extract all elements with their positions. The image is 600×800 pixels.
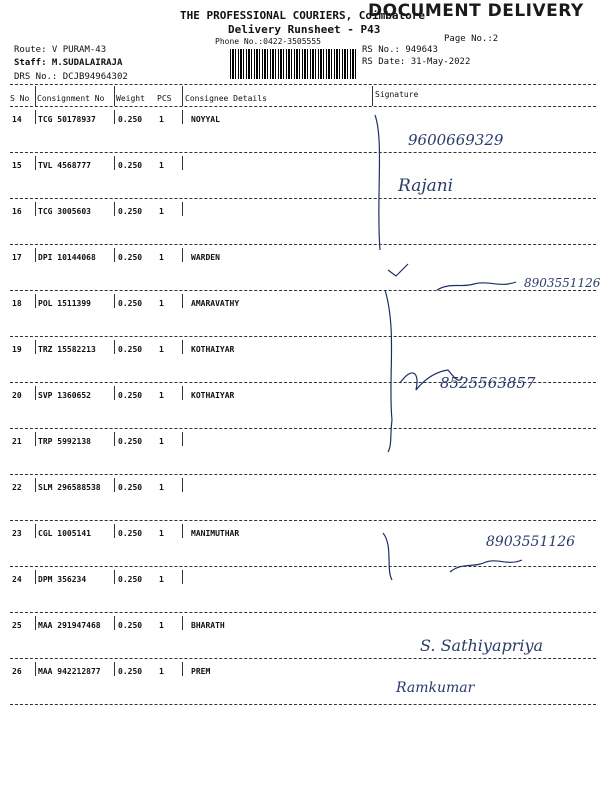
check-sign (388, 264, 408, 276)
row-consignment-no: TVL 4568777 (38, 161, 91, 170)
row-weight: 0.250 (118, 345, 143, 354)
row-consignment-no: MAA 291947468 (38, 621, 101, 630)
row-consignment-no: TRP 5992138 (38, 437, 91, 446)
row-weight: 0.250 (118, 299, 143, 308)
row-consignee: KOTHAIYAR (191, 391, 235, 400)
row-sno: 16 (12, 207, 22, 216)
row-pcs: 1 (159, 575, 164, 584)
row-consignment-no: DPM 356234 (38, 575, 87, 584)
row-weight: 0.250 (118, 667, 143, 676)
row-sno: 25 (12, 621, 22, 630)
col-header-sno: S No (10, 94, 30, 103)
row-consignment-no: SLM 296588538 (38, 483, 101, 492)
company-title: THE PROFESSIONAL COURIERS, Coimbatore (180, 9, 426, 22)
row-weight: 0.250 (118, 207, 143, 216)
col-header-signature: Signature (375, 90, 419, 99)
row-pcs: 1 (159, 161, 164, 170)
row-pcs: 1 (159, 437, 164, 446)
rs-number: RS No.: 949643 (362, 45, 438, 55)
row-weight: 0.250 (118, 621, 143, 630)
row-sno: 20 (12, 391, 22, 400)
tamil-sign-1 (437, 282, 516, 290)
rs-date: RS Date: 31-May-2022 (362, 57, 471, 67)
handwritten-phone-2: 8903551126 (524, 276, 600, 290)
row-weight: 0.250 (118, 161, 143, 170)
col-header-consignee: Consignee Details (185, 94, 267, 103)
row-pcs: 1 (159, 483, 164, 492)
row-consignee: WARDEN (191, 253, 220, 262)
row-weight: 0.250 (118, 483, 143, 492)
row-consignee: NOYYAL (191, 115, 220, 124)
row-sno: 23 (12, 529, 22, 538)
handwritten-phone-4: 8903551126 (486, 534, 576, 550)
col-header-pcs: PCS (157, 94, 172, 103)
drs-number: DRS No.: DCJB94964302 (14, 72, 128, 82)
handwritten-name-2: S. Sathiyapriya (420, 636, 544, 655)
document-delivery-stamp: DOCUMENT DELIVERY (368, 1, 584, 21)
row-sno: 14 (12, 115, 22, 124)
row-consignee: BHARATH (191, 621, 225, 630)
phone-number: Phone No.:0422-3505555 (215, 37, 321, 46)
brace-stroke-3 (383, 533, 392, 580)
tamil-sign-2 (450, 560, 522, 572)
row-weight: 0.250 (118, 529, 143, 538)
handwritten-phone-3: 8525563857 (440, 374, 536, 392)
row-sno: 19 (12, 345, 22, 354)
row-pcs: 1 (159, 207, 164, 216)
row-pcs: 1 (159, 345, 164, 354)
row-weight: 0.250 (118, 391, 143, 400)
row-sno: 22 (12, 483, 22, 492)
route-label: Route: V PURAM-43 (14, 45, 107, 55)
row-weight: 0.250 (118, 115, 143, 124)
row-sno: 15 (12, 161, 22, 170)
row-consignment-no: TCG 50178937 (38, 115, 96, 124)
signature-3 (400, 370, 462, 390)
handwritten-phone-1: 9600669329 (408, 131, 504, 149)
row-sno: 24 (12, 575, 22, 584)
row-consignee: PREM (191, 667, 211, 676)
row-weight: 0.250 (118, 575, 143, 584)
handwritten-name-3: Ramkumar (396, 680, 475, 696)
row-weight: 0.250 (118, 253, 143, 262)
row-consignee: KOTHAIYAR (191, 345, 235, 354)
row-consignment-no: POL 1511399 (38, 299, 91, 308)
handwritten-name-1: Rajani (398, 176, 454, 196)
row-consignment-no: SVP 1360652 (38, 391, 91, 400)
row-sno: 21 (12, 437, 22, 446)
row-pcs: 1 (159, 299, 164, 308)
page-number: Page No.:2 (444, 34, 499, 44)
staff-label: Staff: M.SUDALAIRAJA (14, 58, 123, 68)
row-pcs: 1 (159, 391, 164, 400)
row-sno: 17 (12, 253, 22, 262)
runsheet-title: Delivery Runsheet - P43 (228, 23, 381, 36)
row-consignment-no: MAA 942212877 (38, 667, 101, 676)
col-header-weight: Weight (116, 94, 145, 103)
row-pcs: 1 (159, 621, 164, 630)
row-consignment-no: TRZ 15582213 (38, 345, 96, 354)
row-weight: 0.250 (118, 437, 143, 446)
row-pcs: 1 (159, 115, 164, 124)
row-sno: 26 (12, 667, 22, 676)
row-pcs: 1 (159, 253, 164, 262)
col-header-consignment: Consignment No (37, 94, 105, 103)
row-consignee: MANIMUTHAR (191, 529, 240, 538)
row-consignment-no: CGL 1005141 (38, 529, 91, 538)
row-consignment-no: TCG 3005603 (38, 207, 91, 216)
row-consignee: AMARAVATHY (191, 299, 240, 308)
row-pcs: 1 (159, 529, 164, 538)
row-pcs: 1 (159, 667, 164, 676)
row-consignment-no: DPI 10144068 (38, 253, 96, 262)
brace-stroke-2 (385, 290, 392, 452)
brace-stroke-1 (375, 115, 380, 250)
row-sno: 18 (12, 299, 22, 308)
